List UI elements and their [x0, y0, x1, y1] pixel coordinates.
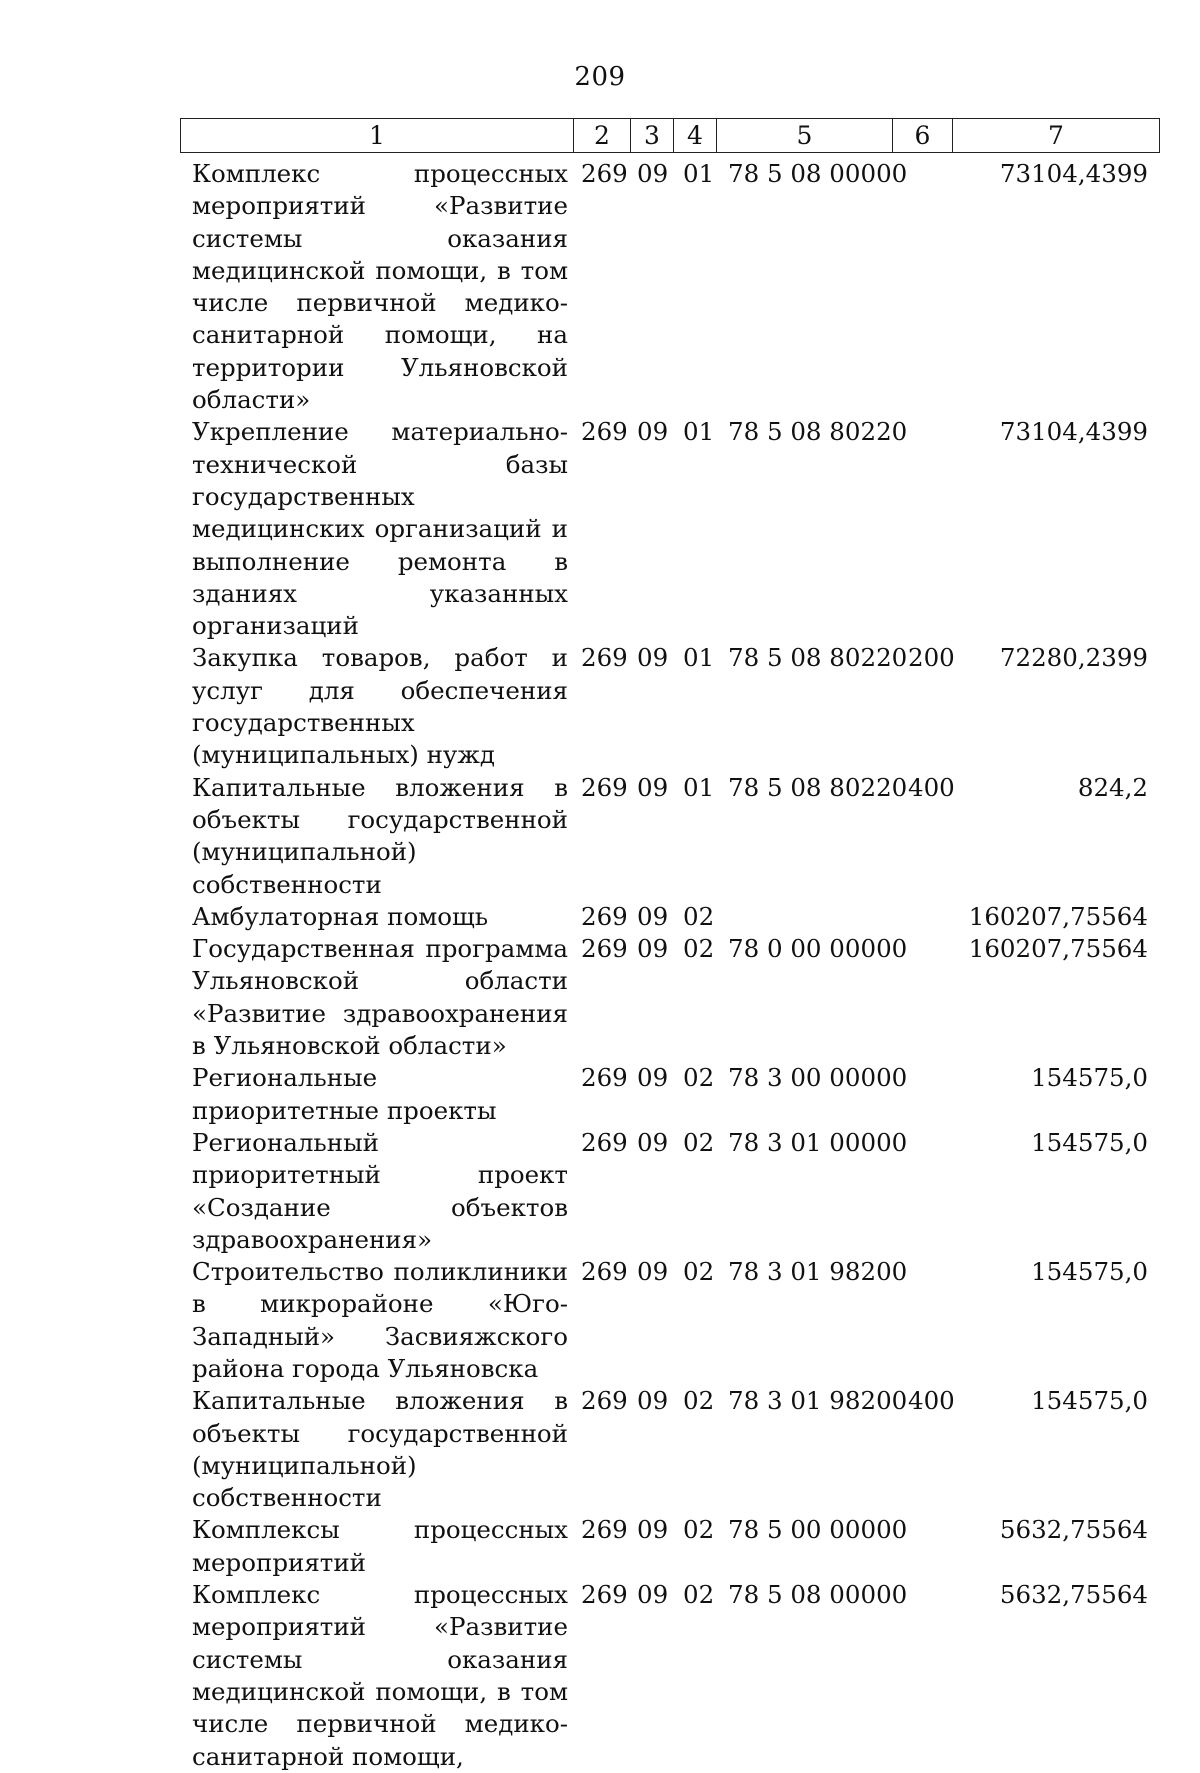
row-code-4: 02	[683, 1386, 715, 1416]
row-code-5: 78 3 01 98200	[728, 1386, 908, 1416]
row-code-3: 09	[637, 1515, 669, 1545]
row-amount: 160207,75564	[968, 934, 1148, 964]
row-name: Региональный приоритетный проект «Создание объектов здравоохранения»	[192, 1127, 568, 1254]
row-code-4: 02	[683, 934, 715, 964]
row-code-4: 02	[683, 1580, 715, 1610]
row-code-2: 269	[581, 1515, 628, 1545]
row-code-3: 09	[637, 1063, 669, 1093]
table-row	[0, 416, 1200, 642]
row-amount: 73104,4399	[999, 159, 1148, 188]
row-code-2: 269	[581, 1063, 628, 1093]
row-code-3: 09	[637, 643, 669, 673]
table-row	[0, 158, 1200, 416]
table-row	[0, 1514, 1200, 1579]
row-code-5: 78 3 00 00000	[728, 1063, 908, 1093]
row-code-5: 78 0 00 00000	[728, 934, 908, 964]
row-code-4: 01	[683, 772, 715, 802]
row-amount: 72280,2399	[999, 643, 1148, 673]
table-row	[0, 1062, 1200, 1127]
column-header-5: 5	[717, 119, 893, 153]
row-name: Комплексы процессных мероприятий	[192, 1515, 568, 1577]
row-code-5: 78 5 08 80220	[728, 772, 908, 802]
row-code-4: 02	[683, 1063, 715, 1093]
row-code-6: 400	[908, 1386, 955, 1416]
row-code-5: 78 5 00 00000	[728, 1515, 908, 1545]
row-name: Амбулаторная помощь	[192, 901, 489, 931]
column-header-table	[180, 118, 1160, 153]
row-name: Закупка товаров, работ и услуг для обеспечения государственных (муниципальных) нужд	[192, 643, 568, 770]
column-header-6: 6	[893, 119, 953, 153]
row-code-3: 09	[637, 159, 669, 188]
row-name: Региональные приоритетные проекты	[192, 1063, 497, 1125]
row-code-2: 269	[581, 1386, 628, 1416]
row-code-2: 269	[581, 1580, 628, 1610]
row-amount: 73104,4399	[999, 417, 1148, 447]
row-code-2: 269	[581, 643, 628, 673]
row-amount: 154575,0	[1031, 1386, 1148, 1416]
column-header-7: 7	[953, 119, 1160, 153]
row-code-5: 78 3 01 00000	[728, 1127, 908, 1157]
page-number: 209	[574, 62, 626, 92]
row-code-2: 269	[581, 901, 628, 931]
row-code-3: 09	[637, 1257, 669, 1287]
row-amount: 5632,75564	[999, 1580, 1148, 1610]
row-code-4: 01	[683, 643, 715, 673]
column-header-2: 2	[574, 119, 631, 153]
row-code-2: 269	[581, 772, 628, 802]
row-code-5: 78 5 08 80220	[728, 643, 908, 673]
table-row	[0, 901, 1200, 933]
column-header-3: 3	[631, 119, 674, 153]
column-header-row	[181, 119, 1160, 153]
row-code-3: 09	[637, 901, 669, 931]
row-name: Капитальные вложения в объекты государственной (муниципальной) собственности	[192, 772, 568, 899]
row-amount: 154575,0	[1031, 1063, 1148, 1093]
row-code-4: 01	[683, 417, 715, 447]
table-row	[0, 1256, 1200, 1385]
row-code-4: 02	[683, 901, 715, 931]
row-code-2: 269	[581, 934, 628, 964]
table-row	[0, 642, 1200, 771]
row-code-4: 01	[683, 159, 715, 188]
row-code-3: 09	[637, 1386, 669, 1416]
row-code-5: 78 5 08 00000	[728, 159, 908, 188]
row-name: Капитальные вложения в объекты государственной (муниципальной) собственности	[192, 1386, 568, 1513]
row-code-2: 269	[581, 159, 628, 188]
row-code-4: 02	[683, 1127, 715, 1157]
table-row	[0, 772, 1200, 901]
row-name: Комплекс процессных мероприятий «Развитие системы оказания медицинской помощи, в том числе первичной медико-санитарной помощи,	[192, 1580, 568, 1771]
row-amount: 154575,0	[1031, 1257, 1148, 1287]
row-code-4: 02	[683, 1257, 715, 1287]
row-code-3: 09	[637, 1580, 669, 1610]
row-code-3: 09	[637, 934, 669, 964]
row-code-3: 09	[637, 772, 669, 802]
row-name: Укрепление материально-технической базы государственных медицинских организаций и выполнение ремонта в зданиях указанных организаций	[192, 417, 568, 641]
table-row	[0, 1385, 1200, 1514]
column-header-4: 4	[674, 119, 717, 153]
row-code-5: 78 3 01 98200	[728, 1257, 908, 1287]
row-code-2: 269	[581, 1127, 628, 1157]
row-code-3: 09	[637, 1127, 669, 1157]
row-amount: 824,2	[1077, 772, 1148, 802]
row-code-2: 269	[581, 1257, 628, 1287]
table-row	[0, 933, 1200, 1062]
table-row	[0, 1579, 1200, 1773]
row-amount: 5632,75564	[999, 1515, 1148, 1545]
table-row	[0, 1127, 1200, 1256]
row-code-5: 78 5 08 80220	[728, 417, 908, 447]
row-name: Строительство поликлиники в микрорайоне «Юго-Западный» Засвияжского района города Ульяновска	[192, 1257, 568, 1383]
budget-rows	[0, 158, 1200, 1773]
row-code-3: 09	[637, 417, 669, 447]
column-header-1: 1	[181, 119, 574, 153]
row-code-6: 200	[908, 643, 955, 673]
row-code-4: 02	[683, 1515, 715, 1545]
row-amount: 154575,0	[1031, 1127, 1148, 1157]
row-code-5: 78 5 08 00000	[728, 1580, 908, 1610]
row-name: Комплекс процессных мероприятий «Развитие системы оказания медицинской помощи, в том числе первичной медико-санитарной помощи, на территории Ульяновской области»	[192, 159, 568, 415]
row-name: Государственная программа Ульяновской области «Развитие здравоохранения в Ульяновской области»	[192, 934, 568, 1061]
row-code-6: 400	[908, 772, 955, 802]
row-amount: 160207,75564	[968, 901, 1148, 931]
row-code-2: 269	[581, 417, 628, 447]
